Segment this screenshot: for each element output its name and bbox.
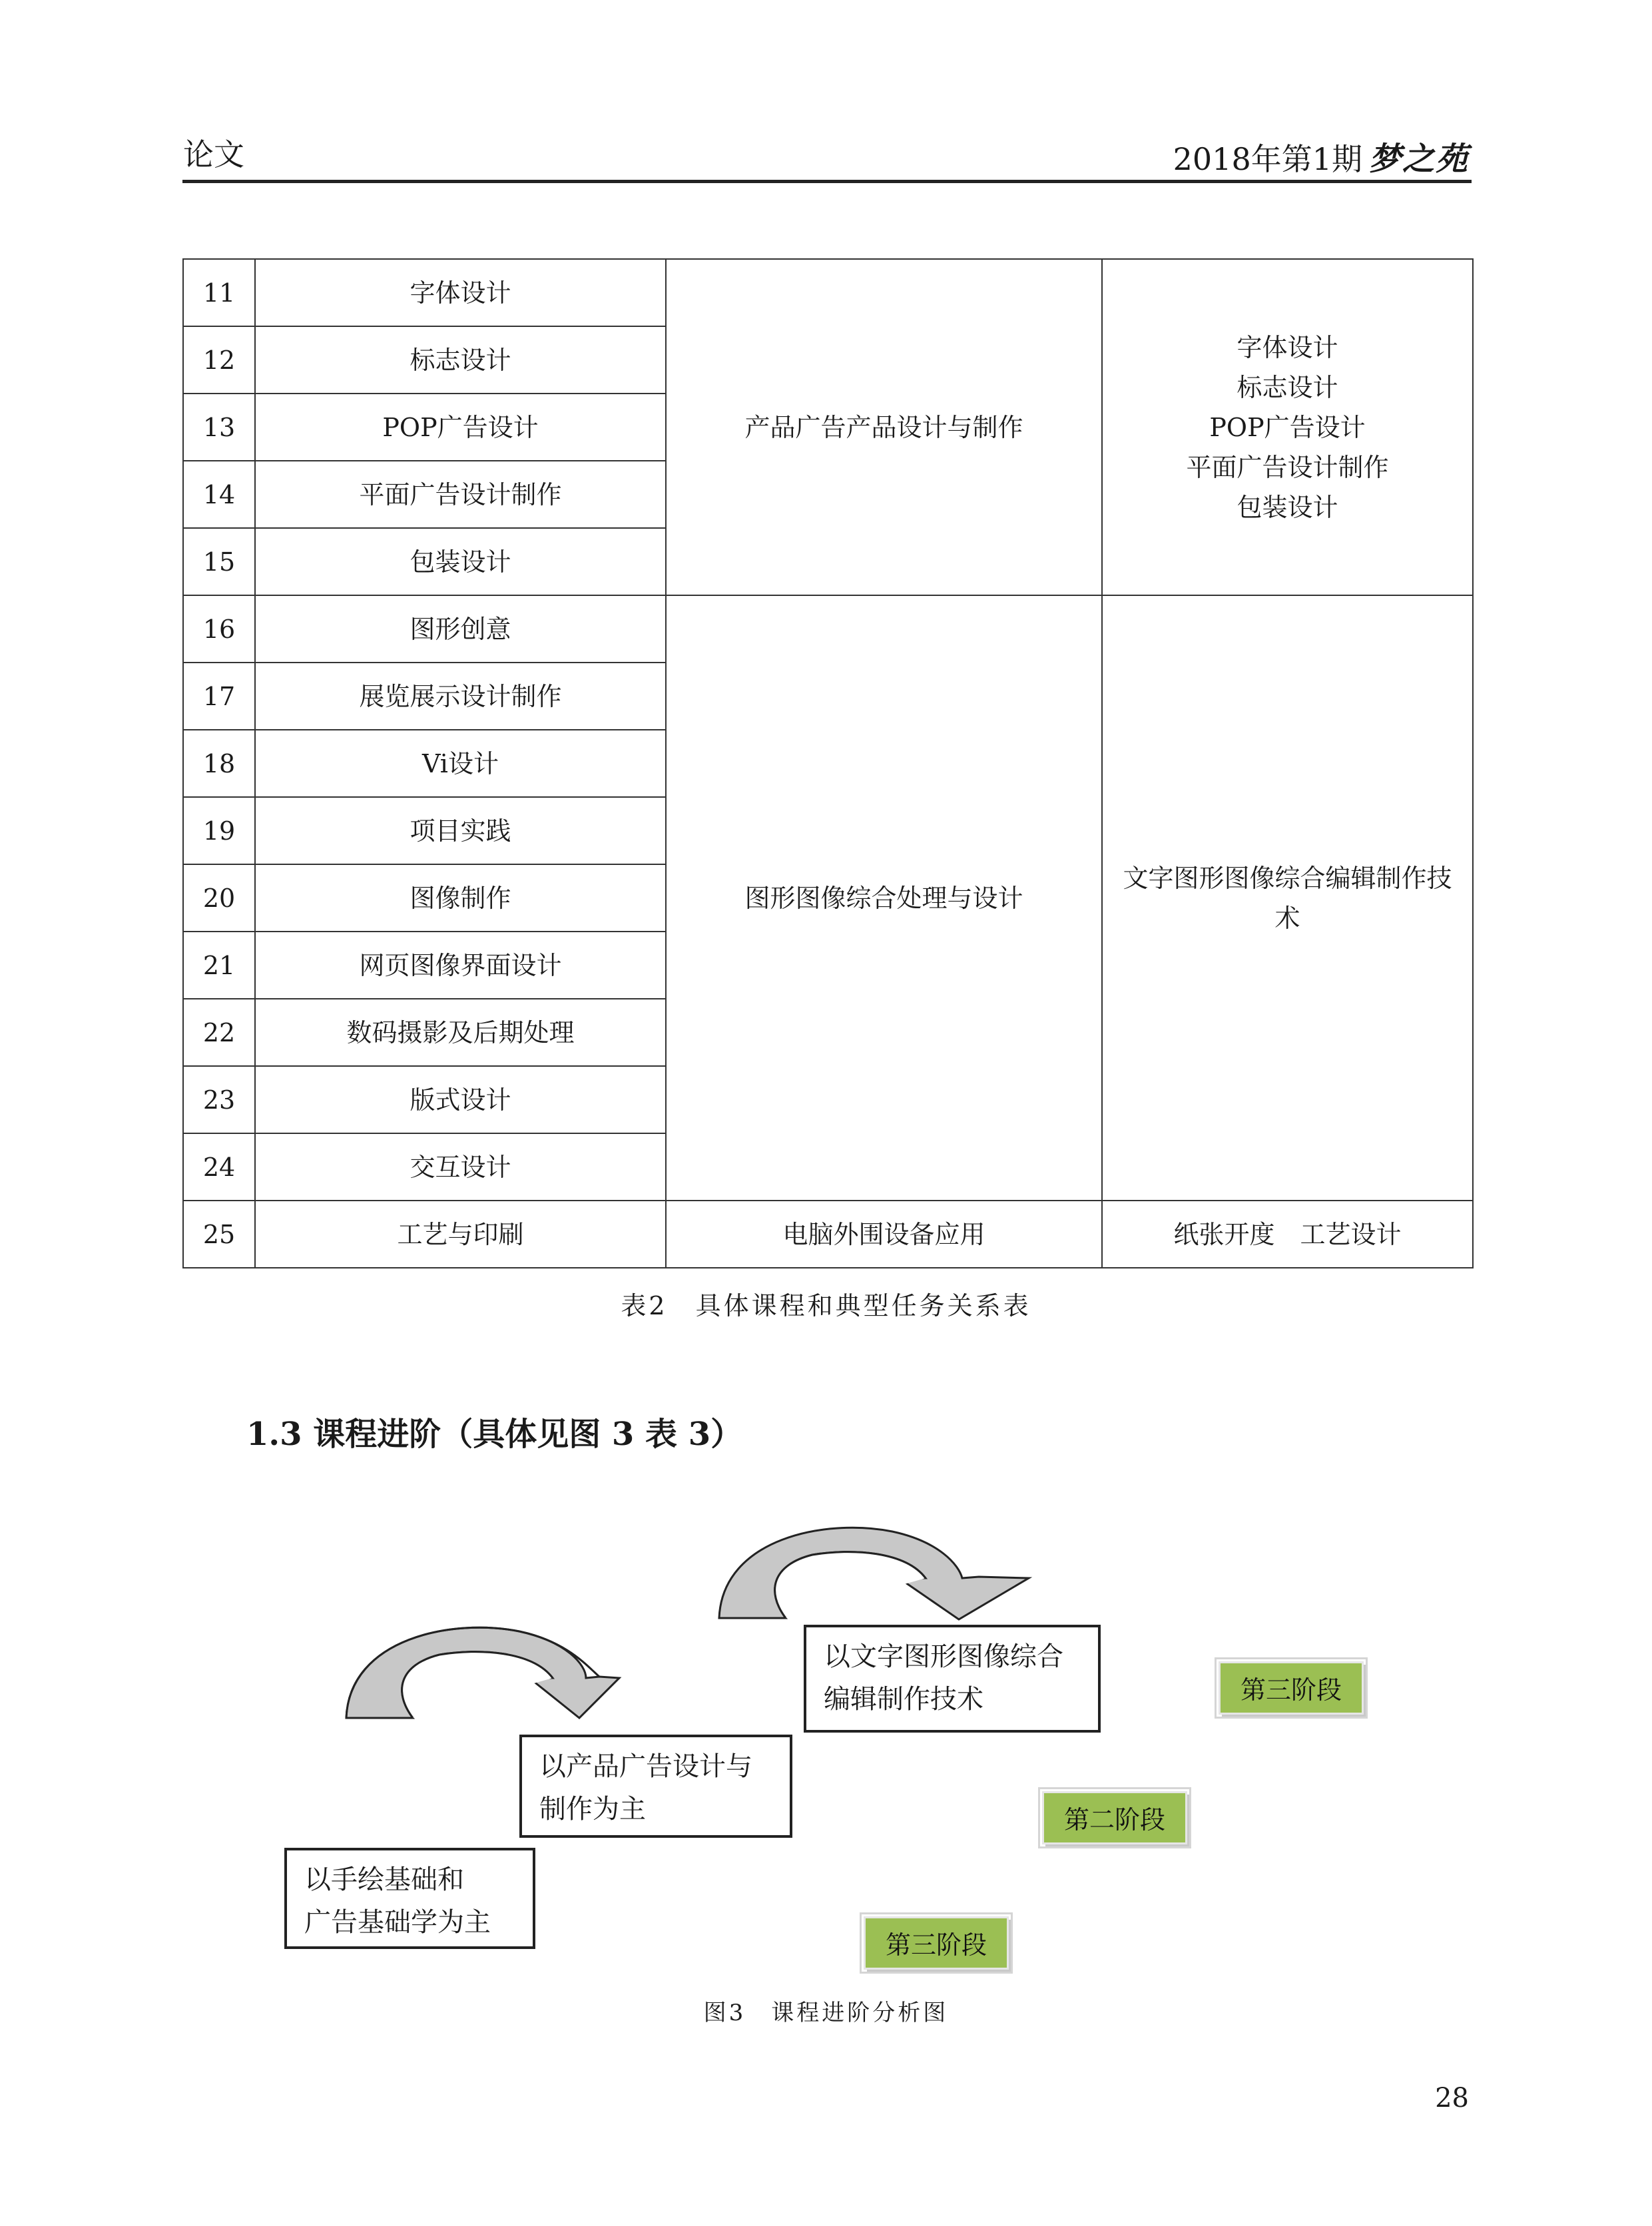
course-name: 展览展示设计制作 bbox=[255, 663, 666, 730]
row-number: 21 bbox=[183, 932, 255, 999]
row-number: 15 bbox=[183, 528, 255, 595]
course-task-table bbox=[182, 258, 1474, 1268]
course-name: 平面广告设计制作 bbox=[255, 461, 666, 528]
row-number: 19 bbox=[183, 797, 255, 864]
table-row bbox=[183, 595, 1473, 663]
course-name: 工艺与印刷 bbox=[255, 1201, 666, 1268]
course-name: 图形创意 bbox=[255, 595, 666, 663]
row-number: 16 bbox=[183, 595, 255, 663]
course-name: 字体设计 bbox=[255, 259, 666, 326]
stage-box-graphic-image: 以文字图形图像综合 编辑制作技术 bbox=[804, 1625, 1101, 1733]
stage-box-product-ad: 以产品广告设计与 制作为主 bbox=[519, 1735, 792, 1838]
course-name: 包装设计 bbox=[255, 528, 666, 595]
course-name: 版式设计 bbox=[255, 1066, 666, 1133]
journal-brand: 梦之苑 bbox=[1368, 140, 1469, 178]
table-caption: 表2 具体课程和典型任务关系表 bbox=[621, 1291, 1031, 1320]
page-number: 28 bbox=[1435, 2083, 1469, 2113]
skill-list: 纸张开度 工艺设计 bbox=[1102, 1201, 1473, 1268]
running-header-section: 论文 bbox=[183, 137, 244, 172]
course-name: 图像制作 bbox=[255, 864, 666, 932]
course-name: 交互设计 bbox=[255, 1133, 666, 1201]
row-number: 17 bbox=[183, 663, 255, 730]
curved-arrows bbox=[0, 1498, 1652, 2031]
row-number: 23 bbox=[183, 1066, 255, 1133]
section-heading: 1.3 课程进阶（具体见图 3 表 3） bbox=[246, 1416, 743, 1453]
row-number: 18 bbox=[183, 730, 255, 797]
skill-list: 文字图形图像综合编辑制作技 术 bbox=[1102, 595, 1473, 1201]
table-row bbox=[183, 259, 1473, 326]
running-header-issue bbox=[1173, 133, 1469, 179]
typical-task: 图形图像综合处理与设计 bbox=[666, 595, 1102, 1201]
course-name: 数码摄影及后期处理 bbox=[255, 999, 666, 1066]
row-number: 24 bbox=[183, 1133, 255, 1201]
stage-box-foundation: 以手绘基础和 广告基础学为主 bbox=[284, 1848, 535, 1949]
course-name: 网页图像界面设计 bbox=[255, 932, 666, 999]
row-number: 12 bbox=[183, 326, 255, 394]
course-name: 项目实践 bbox=[255, 797, 666, 864]
typical-task: 产品广告产品设计与制作 bbox=[666, 259, 1102, 595]
typical-task: 电脑外围设备应用 bbox=[666, 1201, 1102, 1268]
course-name: Vi设计 bbox=[255, 730, 666, 797]
header-rule bbox=[182, 180, 1472, 183]
row-number: 14 bbox=[183, 461, 255, 528]
row-number: 13 bbox=[183, 394, 255, 461]
figure-caption: 图3 课程进阶分析图 bbox=[703, 2000, 949, 2026]
table-row bbox=[183, 1201, 1473, 1268]
row-number: 20 bbox=[183, 864, 255, 932]
course-name: POP广告设计 bbox=[255, 394, 666, 461]
row-number: 11 bbox=[183, 259, 255, 326]
issue-label: 2018年第1期 bbox=[1173, 141, 1362, 177]
stage-label-bottom: 第三阶段 bbox=[864, 1916, 1009, 1970]
row-number: 25 bbox=[183, 1201, 255, 1268]
course-progression-diagram bbox=[0, 1498, 1652, 2031]
stage-label-middle: 第二阶段 bbox=[1042, 1791, 1187, 1844]
course-name: 标志设计 bbox=[255, 326, 666, 394]
row-number: 22 bbox=[183, 999, 255, 1066]
stage-label-top: 第三阶段 bbox=[1219, 1661, 1364, 1715]
skill-list: 字体设计 标志设计 POP广告设计 平面广告设计制作 包装设计 bbox=[1102, 259, 1473, 595]
